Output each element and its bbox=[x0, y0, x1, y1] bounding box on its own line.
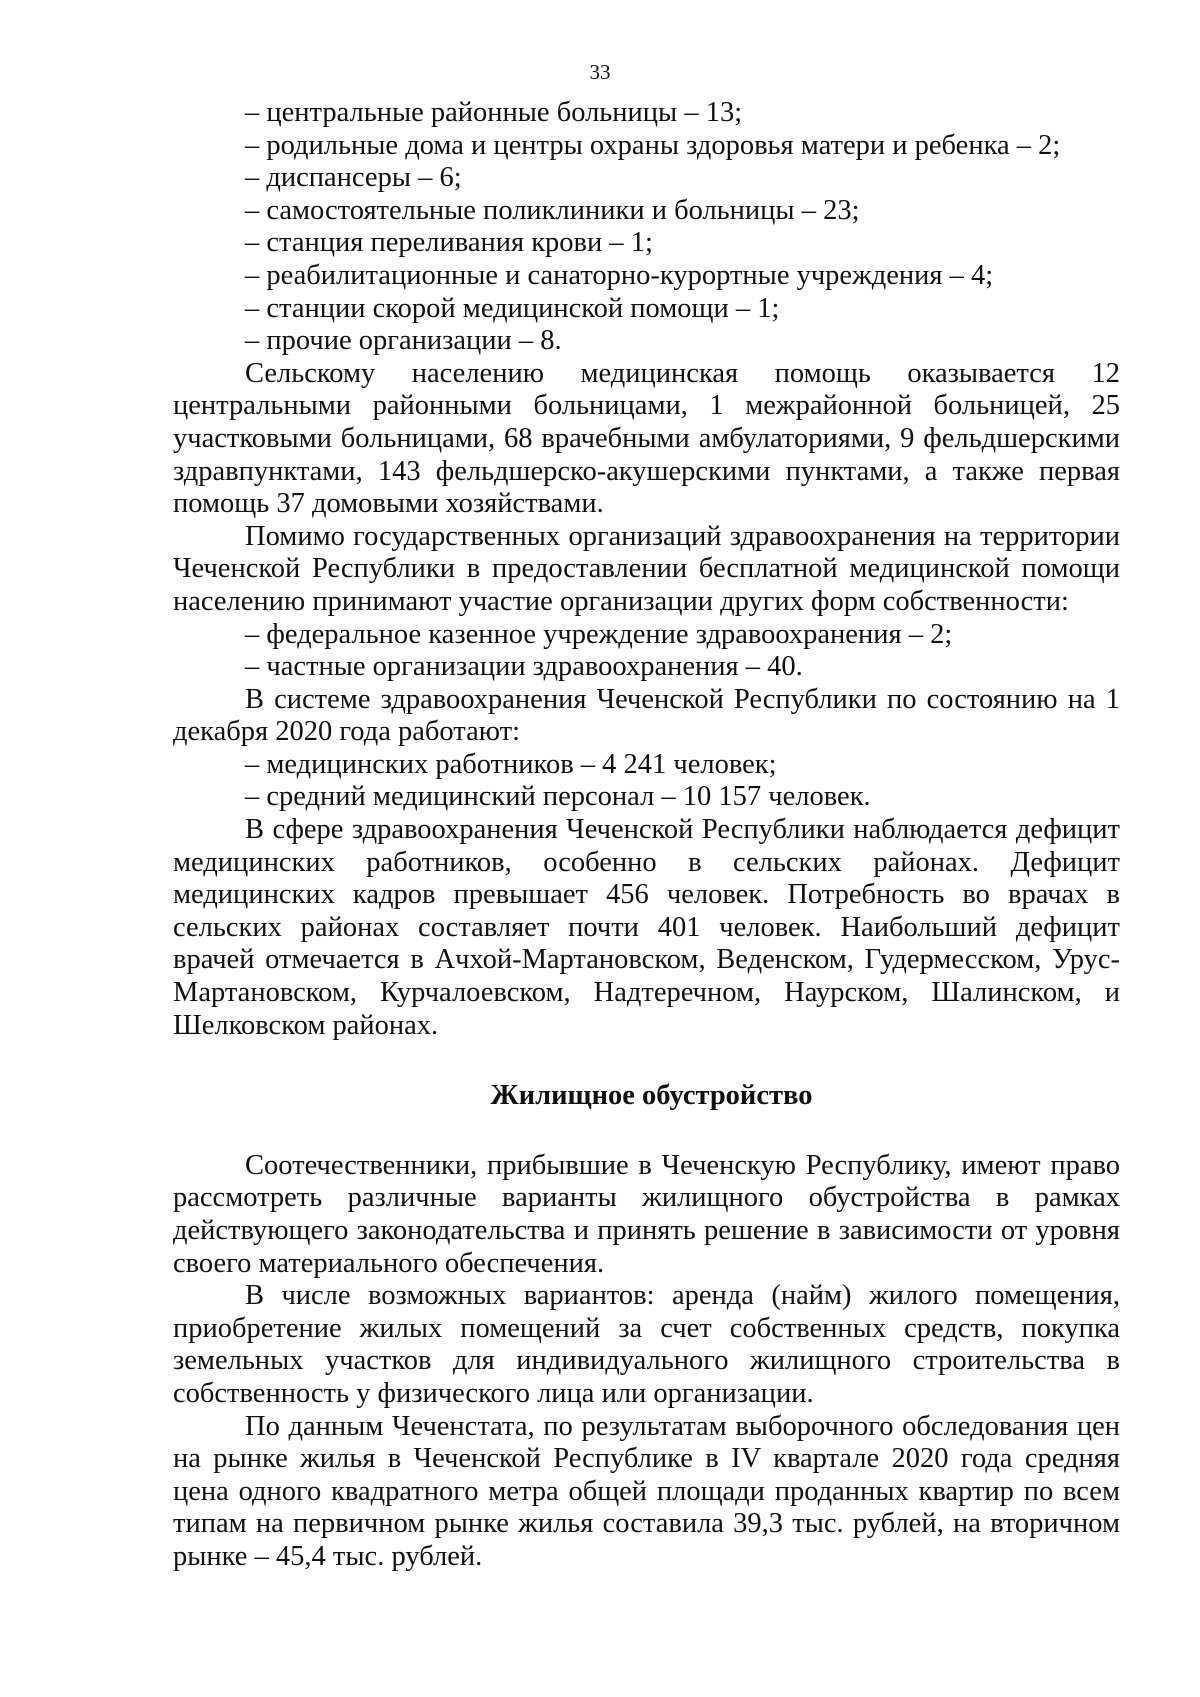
list-item: – самостоятельные поликлиники и больницы – 23; bbox=[245, 194, 860, 226]
other-forms-list bbox=[173, 619, 1120, 684]
paragraph-rural-care: Сельскому населению медицинская помощь оказывается 12 центральными районными больницами, 1 межрайонной больницей, 25 участковыми больницами, 68 врачебными амбулаториями, 9 фельдшерскими здравпунктами, 143 фельдшерско-акушерскими пунктами, а также первая помощь 37 домовыми хозяйствами. bbox=[173, 357, 1120, 520]
facilities-list bbox=[173, 97, 1120, 358]
paragraph-other-forms: Помимо государственных организаций здравоохранения на территории Чеченской Республики в предоставлении бесплатной медицинской помощи населению принимают участие организации других форм собственности: bbox=[173, 520, 1120, 617]
list-item: – медицинских работников – 4 241 человек; bbox=[245, 748, 777, 780]
paragraph-housing-1: Соотечественники, прибывшие в Чеченскую Республику, имеют право рассмотреть различные варианты жилищного обустройства в рамках действующего законодательства и принять решение в зависимости от уровня своего материального обеспечения. bbox=[173, 1149, 1120, 1279]
staff-list bbox=[173, 749, 1120, 814]
paragraph-housing-2: В числе возможных вариантов: аренда (найм) жилого помещения, приобретение жилых помещений за счет собственных средств, покупка земельных участков для индивидуального жилищного строительства в собственность у физического лица или организации. bbox=[173, 1280, 1120, 1409]
list-item: – федеральное казенное учреждение здравоохранения – 2; bbox=[245, 618, 953, 650]
list-item: – прочие организации – 8. bbox=[245, 325, 562, 357]
page-number: 33 bbox=[589, 60, 611, 84]
list-item: – центральные районные больницы – 13; bbox=[245, 97, 743, 128]
list-item: – реабилитационные и санаторно-курортные учреждения – 4; bbox=[245, 259, 994, 291]
list-item: – родильные дома и центры охраны здоровья матери и ребенка – 2; bbox=[245, 129, 1061, 161]
section-heading-housing: Жилищное обустройство bbox=[490, 1080, 813, 1112]
paragraph-deficit: В сфере здравоохранения Чеченской Республики наблюдается дефицит медицинских работников, особенно в сельских районах. Дефицит медицинских кадров превышает 456 человек. Потребность во врачах в сельских районах составляет почти 401 человек. Наибольший дефицит врачей отмечается в Ачхой-Мартановском, Веденском, Гудермесском, Урус-Мартановском, Курчалоевском, Надтеречном, Наурском, Шалинском, и Шелковском районах. bbox=[173, 814, 1120, 1041]
paragraph-housing-3: По данным Чеченстата, по результатам выборочного обследования цен на рынке жилья в Чеченской Республике в IV квартале 2020 года средняя цена одного квадратного метра общей площади проданных квартир по всем типам на первичном рынке жилья составила 39,3 тыс. рублей, на вторичном рынке – 45,4 тыс. рублей. bbox=[173, 1410, 1120, 1572]
paragraph-staff: В системе здравоохранения Чеченской Республики по состоянию на 1 декабря 2020 года работают: bbox=[173, 683, 1120, 748]
list-item: – диспансеры – 6; bbox=[245, 162, 462, 194]
list-item: – станция переливания крови – 1; bbox=[245, 227, 653, 259]
list-item: – средний медицинский персонал – 10 157 человек. bbox=[245, 781, 871, 813]
document-body bbox=[173, 97, 1120, 1574]
list-item: – станции скорой медицинской помощи – 1; bbox=[245, 292, 780, 324]
list-item: – частные организации здравоохранения – 40. bbox=[245, 651, 803, 683]
